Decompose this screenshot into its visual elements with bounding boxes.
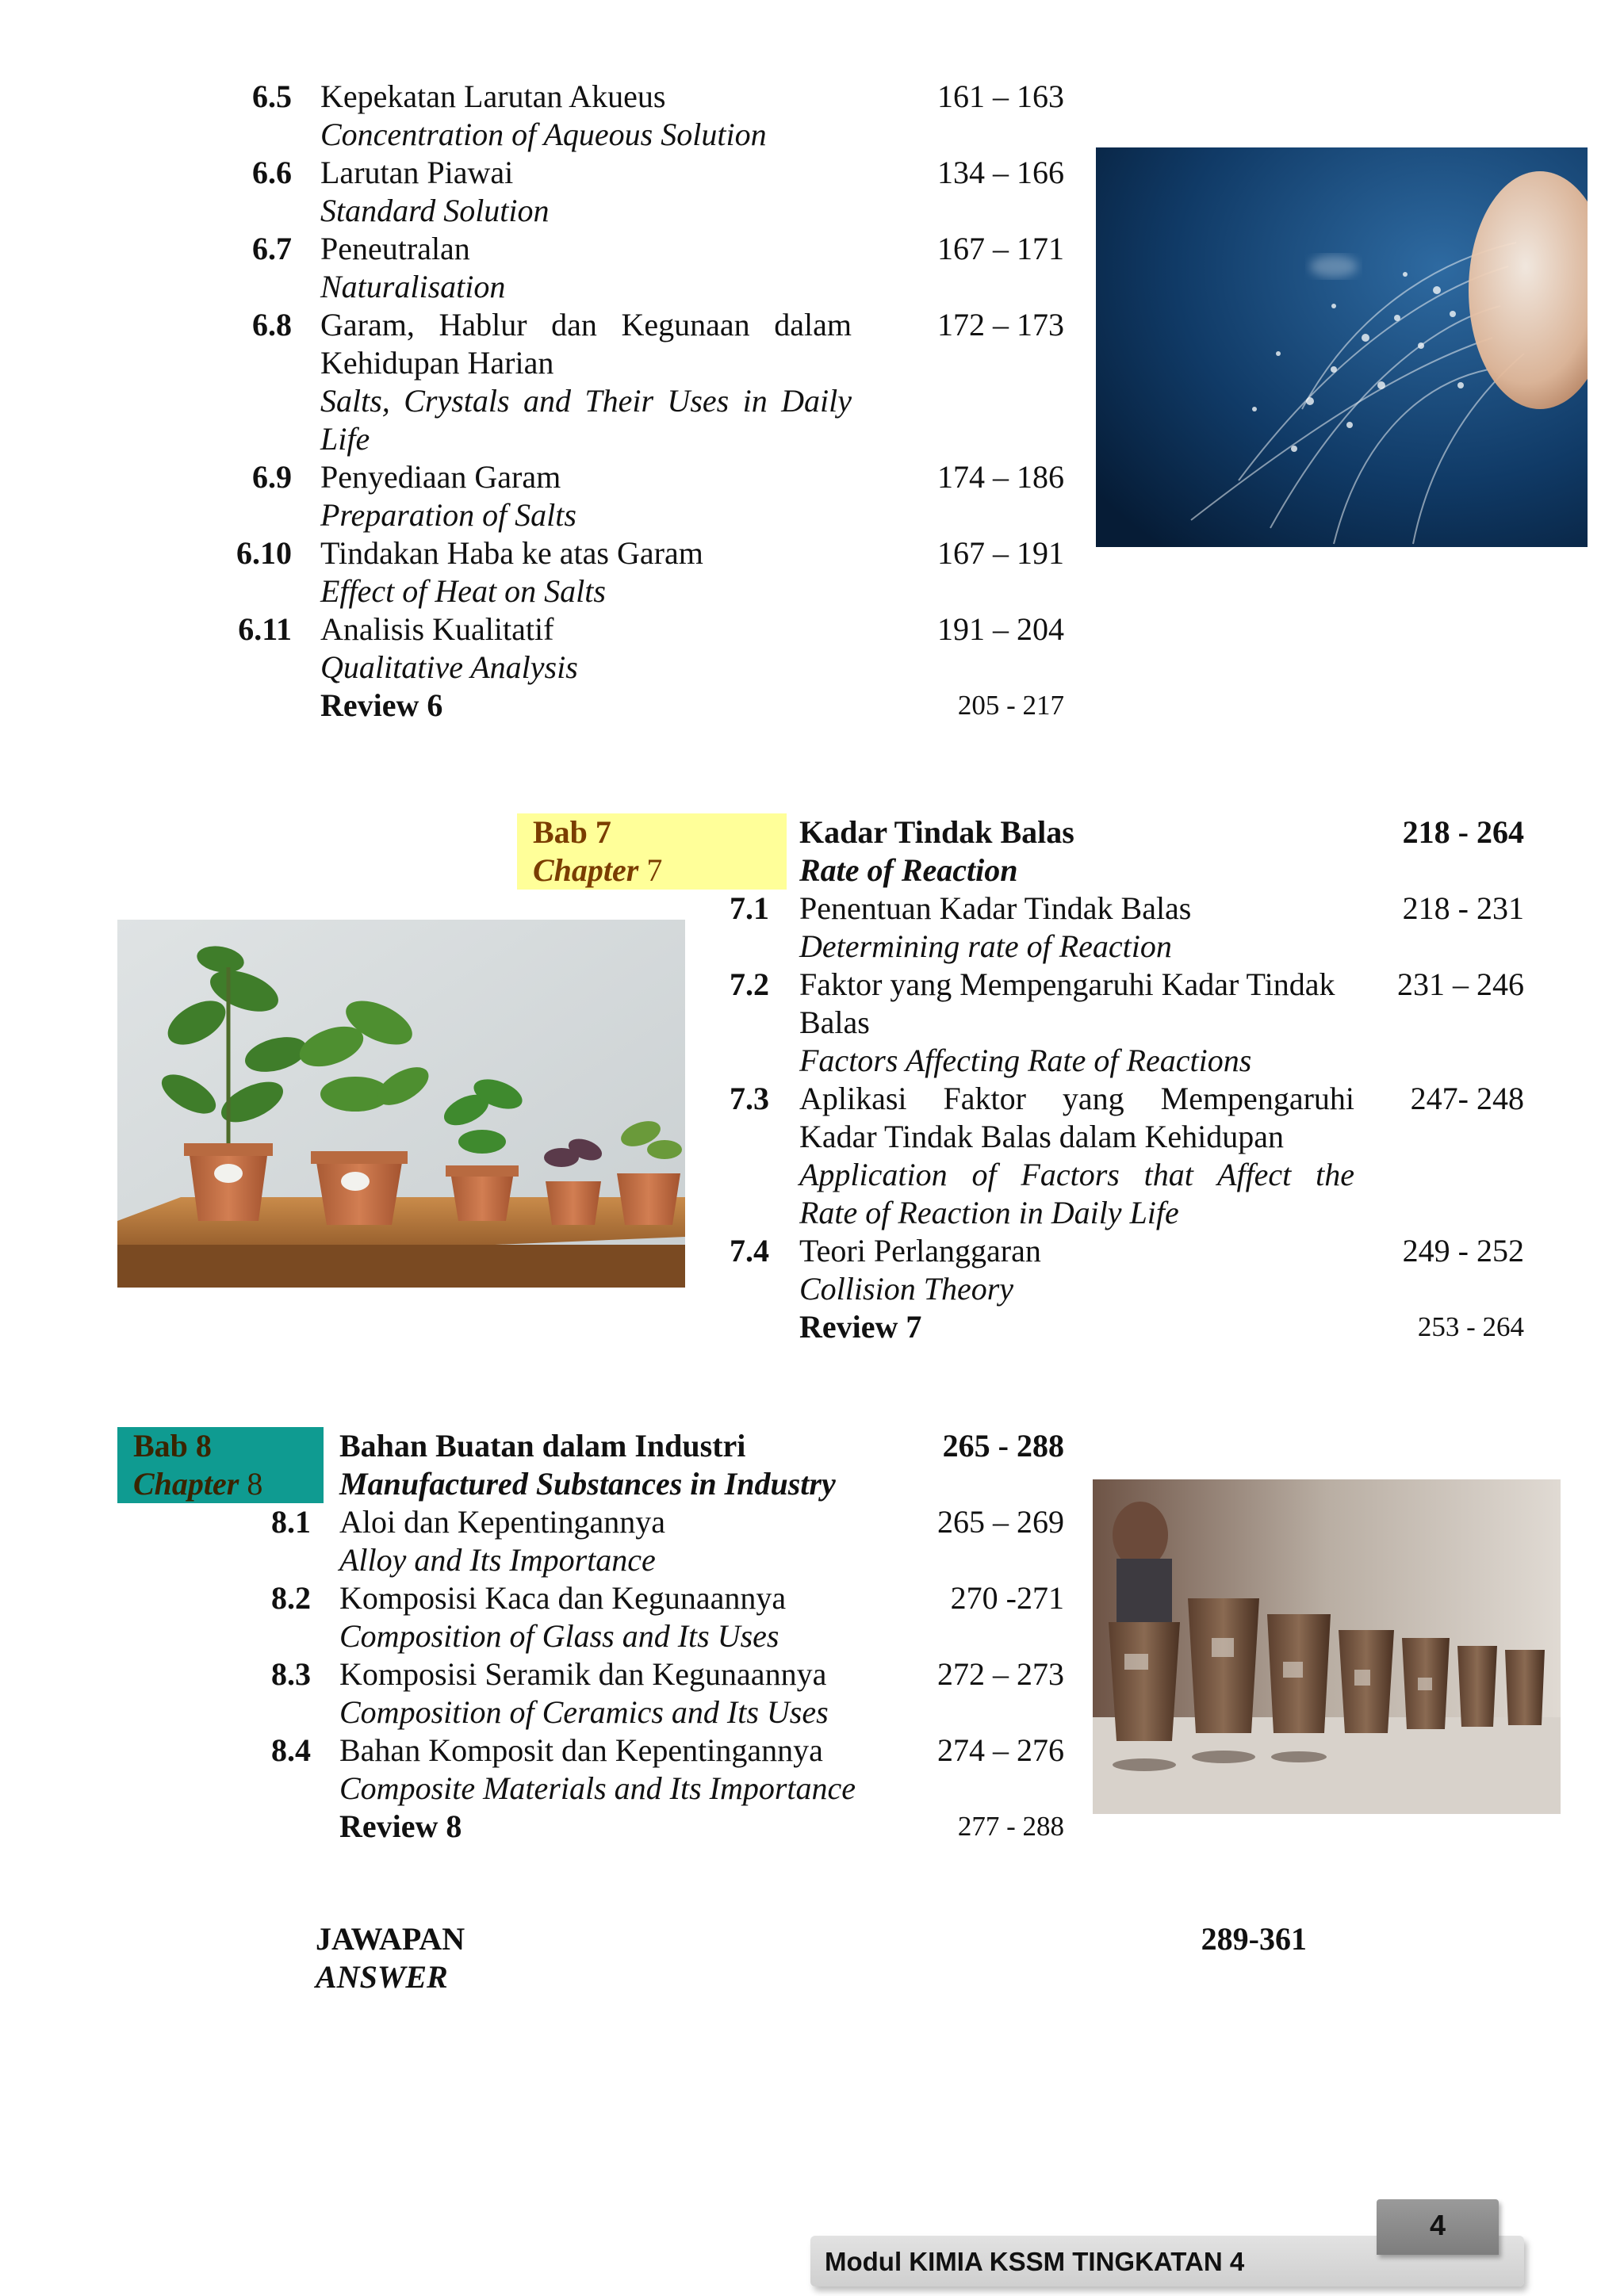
- section-title-ms-cont: Kehidupan Harian: [320, 345, 554, 381]
- section-number: 7.2: [730, 966, 769, 1002]
- chapter-title-en: Rate of Reaction: [799, 852, 1018, 888]
- section-title-ms: Aloi dan Kepentingannya: [339, 1504, 665, 1540]
- section-number: 8.2: [271, 1580, 311, 1616]
- bab-label: Bab 8: [133, 1428, 212, 1464]
- section-title-en: Salts, Crystals and Their Uses in Daily: [320, 383, 852, 419]
- footer-title: Modul KIMIA KSSM TINGKATAN 4: [825, 2247, 1245, 2276]
- answers-title-en: ANSWER: [316, 1959, 448, 1995]
- chapter-8-label: [117, 1427, 324, 1503]
- section-title-ms: Aplikasi Faktor yang Mempengaruhi: [799, 1081, 1354, 1116]
- section-number: 6.5: [252, 78, 292, 114]
- section-pages: 272 – 273: [937, 1656, 1064, 1692]
- bab-label: Bab 7: [533, 814, 611, 850]
- section-pages: 218 - 231: [1402, 890, 1524, 926]
- review-label: Review 8: [339, 1808, 462, 1844]
- section-title-ms: Kepekatan Larutan Akueus: [320, 78, 666, 114]
- section-title-en: Composition of Glass and Its Uses: [339, 1618, 779, 1654]
- section-title-ms: Bahan Komposit dan Kepentingannya: [339, 1732, 823, 1768]
- section-pages: 249 - 252: [1402, 1233, 1524, 1269]
- chapter-pages: 265 - 288: [942, 1428, 1064, 1464]
- section-pages: 191 – 204: [937, 611, 1064, 647]
- section-title-ms: Penentuan Kadar Tindak Balas: [799, 890, 1192, 926]
- section-pages: 174 – 186: [937, 459, 1064, 495]
- chapter-title-ms: Bahan Buatan dalam Industri: [339, 1428, 746, 1464]
- section-title-ms: Komposisi Kaca dan Kegunaannya: [339, 1580, 787, 1616]
- section-title-ms: Larutan Piawai: [320, 155, 514, 190]
- section-title-en: Application of Factors that Affect the: [799, 1157, 1354, 1192]
- jellyfish-image: [1096, 147, 1588, 547]
- section-title-en-cont: Rate of Reaction in Daily Life: [799, 1195, 1179, 1230]
- section-pages: 265 – 269: [937, 1504, 1064, 1540]
- review-label: Review 6: [320, 687, 443, 723]
- section-number: 6.9: [252, 459, 292, 495]
- section-number: 7.4: [730, 1233, 769, 1269]
- section-number: 7.1: [730, 890, 769, 926]
- section-title-ms: Peneutralan: [320, 231, 470, 266]
- section-number: 7.3: [730, 1081, 769, 1116]
- section-number: 8.3: [271, 1656, 311, 1692]
- section-number: 6.10: [236, 535, 292, 571]
- section-title-en: Qualitative Analysis: [320, 649, 578, 685]
- pottery-image: [1093, 1479, 1561, 1814]
- section-pages: 161 – 163: [937, 78, 1064, 114]
- chapter-pages: 218 - 264: [1402, 814, 1524, 850]
- chapter-number: 8: [247, 1466, 263, 1502]
- review-pages: 253 - 264: [1417, 1311, 1524, 1342]
- section-pages: 134 – 166: [937, 155, 1064, 190]
- section-pages: 167 – 171: [937, 231, 1064, 266]
- section-pages: 231 – 246: [1397, 966, 1524, 1002]
- chapter-number: 7: [646, 852, 663, 888]
- section-title-ms: Analisis Kualitatif: [320, 611, 554, 647]
- section-title-en: Preparation of Salts: [320, 497, 576, 533]
- chapter-7-label: [517, 813, 787, 890]
- section-pages: 270 -271: [950, 1580, 1064, 1616]
- chapter-word: Chapter: [533, 852, 639, 888]
- section-title-ms: Garam, Hablur dan Kegunaan dalam: [320, 307, 852, 342]
- section-title-en: Composition of Ceramics and Its Uses: [339, 1694, 829, 1730]
- answers-pages: 289-361: [1201, 1921, 1307, 1957]
- section-number: 6.11: [238, 611, 292, 647]
- section-title-ms: Tindakan Haba ke atas Garam: [320, 535, 703, 571]
- chapter-title-en: Manufactured Substances in Industry: [339, 1466, 836, 1502]
- section-title-ms: Faktor yang Mempengaruhi Kadar Tindak: [799, 966, 1335, 1002]
- section-number: 6.6: [252, 155, 292, 190]
- section-title-en: Concentration of Aqueous Solution: [320, 117, 767, 152]
- section-title-en: Effect of Heat on Salts: [320, 573, 606, 609]
- review-pages: 205 - 217: [957, 690, 1064, 721]
- chapter-word: Chapter: [133, 1466, 239, 1502]
- section-number: 6.7: [252, 231, 292, 266]
- section-title-ms: Komposisi Seramik dan Kegunaannya: [339, 1656, 827, 1692]
- section-title-ms: Penyediaan Garam: [320, 459, 561, 495]
- section-title-en: Composite Materials and Its Importance: [339, 1770, 856, 1806]
- section-pages: 274 – 276: [937, 1732, 1064, 1768]
- section-title-ms: Teori Perlanggaran: [799, 1233, 1041, 1269]
- section-pages: 247- 248: [1410, 1081, 1524, 1116]
- section-number: 6.8: [252, 307, 292, 342]
- section-pages: 167 – 191: [937, 535, 1064, 571]
- section-number: 8.4: [271, 1732, 311, 1768]
- section-pages: 172 – 173: [937, 307, 1064, 342]
- review-label: Review 7: [799, 1309, 922, 1345]
- page-number: 4: [1429, 2209, 1446, 2241]
- review-pages: 277 - 288: [957, 1811, 1064, 1842]
- section-title-ms-cont: Balas: [799, 1004, 870, 1040]
- section-title-en: Factors Affecting Rate of Reactions: [799, 1043, 1252, 1078]
- answers-title-ms: JAWAPAN: [316, 1921, 465, 1957]
- section-title-en: Collision Theory: [799, 1271, 1014, 1307]
- section-title-en-cont: Life: [320, 421, 370, 457]
- chapter-title-ms: Kadar Tindak Balas: [799, 814, 1074, 850]
- section-title-en: Determining rate of Reaction: [799, 928, 1172, 964]
- section-title-en: Standard Solution: [320, 193, 550, 228]
- section-number: 8.1: [271, 1504, 311, 1540]
- section-title-en: Alloy and Its Importance: [339, 1542, 656, 1578]
- section-title-en: Naturalisation: [320, 269, 506, 304]
- section-title-ms-cont: Kadar Tindak Balas dalam Kehidupan: [799, 1119, 1284, 1154]
- potted-plants-image: [117, 920, 685, 1288]
